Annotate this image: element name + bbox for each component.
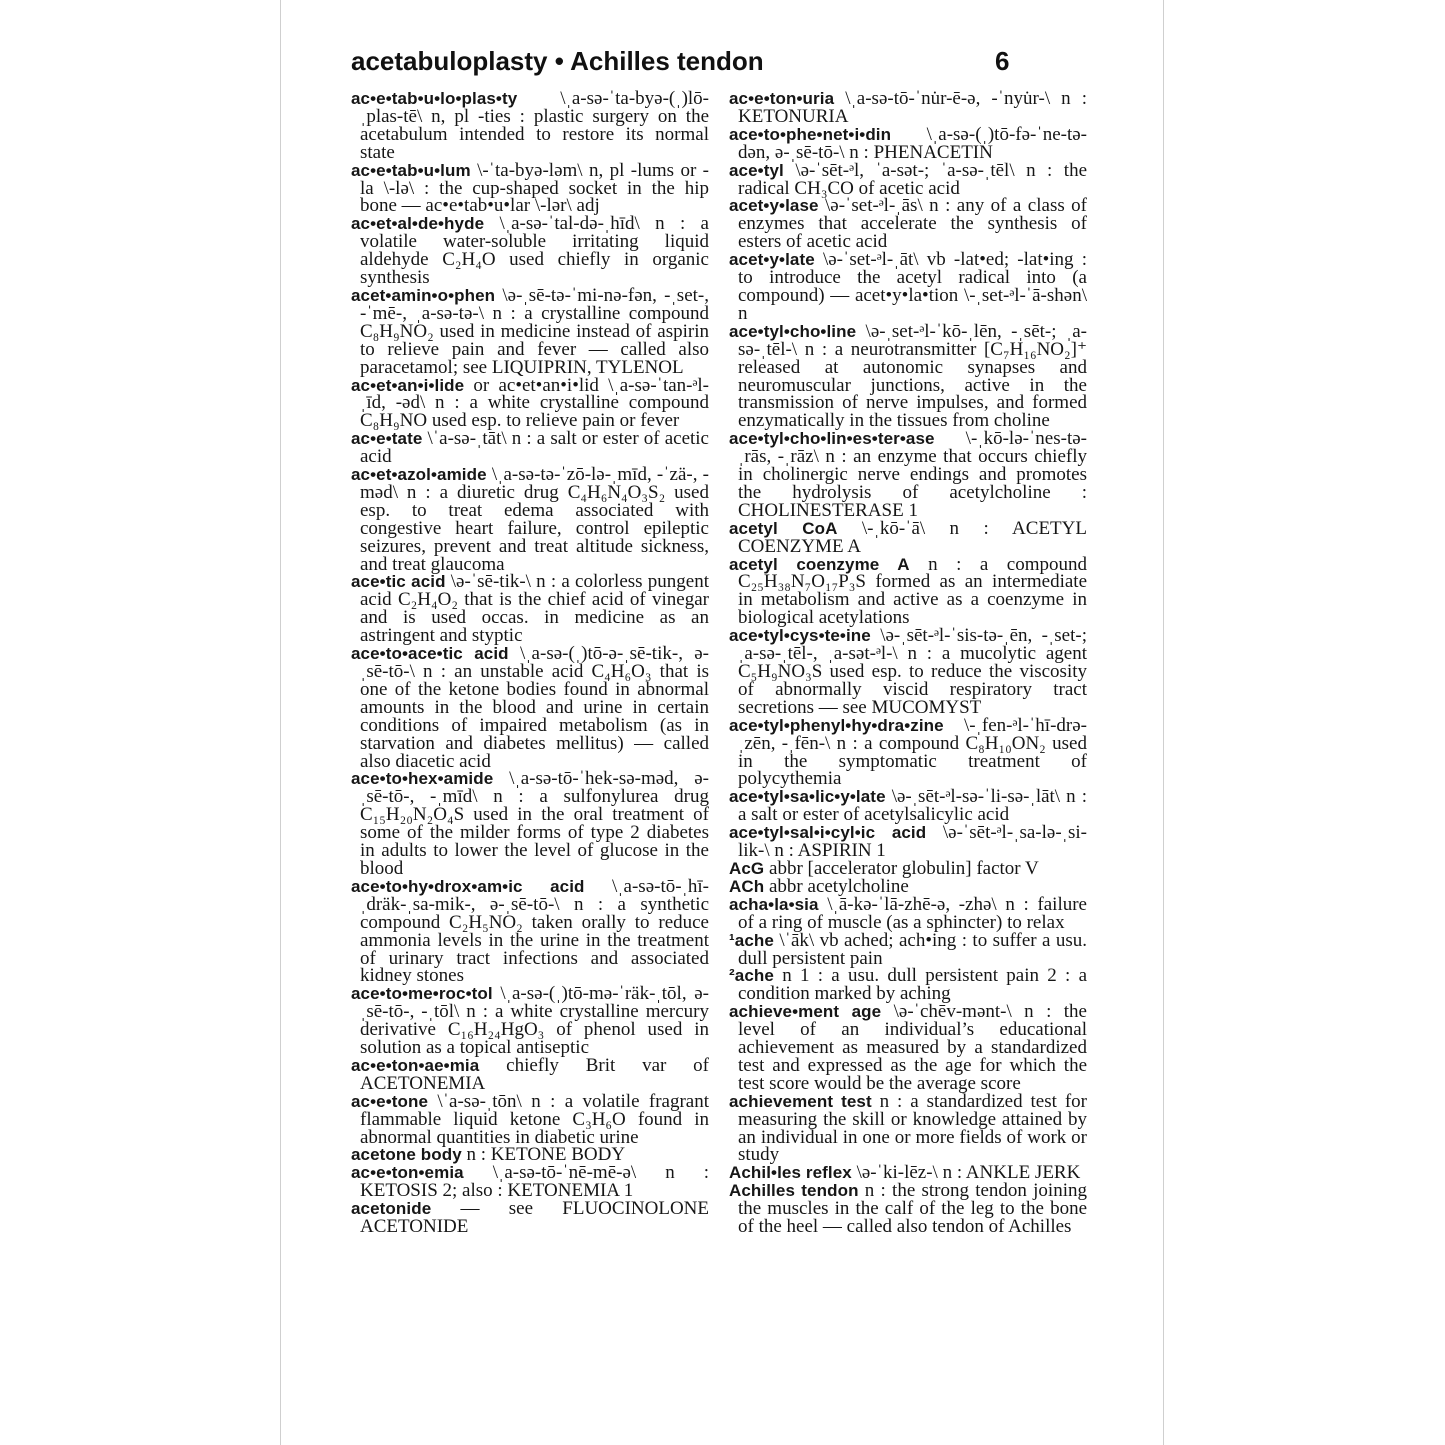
entry-headword: ace•to•ace•tic acid xyxy=(351,644,509,664)
dictionary-entry xyxy=(351,466,709,573)
dictionary-entry xyxy=(729,430,1087,520)
guide-words: acetabuloplasty • Achilles tendon xyxy=(351,46,764,76)
page-header xyxy=(351,46,1091,77)
entry-headword: ¹ache xyxy=(729,930,774,950)
entry-headword: acetonide xyxy=(351,1199,432,1219)
entry-definition: \ˌa-sə-tə-ˈzō-lə-ˌmīd, -ˈzä-, -məd\ n : a diuretic drug C₄H₆N₄O₃S₂ used esp. to treat edema associated with congestive heart failure, control epileptic seizures, prevent and treat altitude sickness, and treat glaucoma xyxy=(360,464,709,575)
entry-headword: ac•e•tab•u•lo•plas•ty xyxy=(351,89,518,108)
dictionary-entry xyxy=(729,320,1087,432)
dictionary-entry xyxy=(351,573,709,645)
dictionary-page xyxy=(280,0,1164,1445)
entry-definition: \ˌa-sə-tō-ˈhek-sə-məd, ə-ˌsē-tō-, -ˌmīd\ n : a sulfonylurea drug C₁₅H₂₀N₂O₄S used in the oral treatment of some of the milder forms of type 2 diabetes in adults to lower the level of glucose in the blood xyxy=(360,768,709,879)
entry-definition: n : the strong tendon joining the muscles in the calf of the leg to the bone of the heel — called also tendon of Achilles xyxy=(738,1180,1087,1238)
entry-definition: \ə-ˌset-ᵊl-ˈkō-ˌlēn, -ˌsēt-; ˌa-sə-ˌtēl-\ n : a neurotransmitter [C₇H₁₆NO₂]⁺ released at autonomic synapses and neuromuscular junctions, active in the transmission of nerve impulses, and formed enzymatically in the tissues from choline xyxy=(738,320,1087,432)
dictionary-entry xyxy=(729,714,1087,790)
entry-definition: n : a compound C₂₅H₃₈N₇O₁₇P₃S formed as an intermediate in metabolism and active as a coenzyme in biological acetylations xyxy=(738,553,1087,629)
entry-definition: \-ˌfen-ᵊl-ˈhī-drə-ˌzēn, -ˌfēn-\ n : a compound C₈H₁₀ON₂ used in the symptomatic treatment of polycythemia xyxy=(738,714,1087,790)
entry-definition: \ˈa-sə-ˌtāt\ n : a salt or ester of acetic acid xyxy=(360,428,709,468)
entry-definition: \ˈāk\ vb ached; ach•ing : to suffer a usu. dull persistent pain xyxy=(738,929,1087,969)
entry-definition: \ə-ˈset-ᵊl-ˌās\ n : any of a class of enzymes that accelerate the synthesis of esters of acetic acid xyxy=(738,195,1087,253)
dictionary-entry xyxy=(351,215,709,287)
entry-definition: \ə-ˈset-ᵊl-ˌāt\ vb -lat•ed; -lat•ing : to introduce the acetyl radical into (a compound) — acet•y•la•tion \-ˌset-ᵊl-ˈā-shən\ n xyxy=(738,249,1087,324)
entry-definition: \ə-ˌsē-tə-ˈmi-nə-fən, -ˌset-, -ˈmē-, ˌa-sə-tə-\ n : a crystalline compound C₈H₉NO₂ used in medicine instead of aspirin to relieve pain and fever — called also paracetamol; see LIQUIPRIN, TYLENOL xyxy=(360,284,709,378)
entry-definition: \ˌa-sə-ˈtal-də-ˌhīd\ n : a volatile water-soluble irritating liquid aldehyde C₂H₄O used chiefly in organic synthesis xyxy=(360,213,709,289)
entry-headword: achieve•ment age xyxy=(729,1002,882,1022)
entry-headword: ac•e•ton•emia xyxy=(351,1163,464,1183)
entry-headword: ace•to•hy•drox•am•ic acid xyxy=(351,876,585,896)
dictionary-entry xyxy=(351,374,709,432)
entry-headword: achievement test xyxy=(729,1091,872,1111)
dictionary-entry xyxy=(351,159,709,217)
dictionary-entry xyxy=(729,627,1087,717)
dictionary-entry xyxy=(351,1200,709,1236)
entry-definition: \ə-ˈsē-tik-\ n : a colorless pungent acid C₂H₄O₂ that is the chief acid of vinegar and is used occas. in medicine as an astringent and styptic xyxy=(360,571,709,647)
entry-headword: ac•e•tate xyxy=(351,429,423,449)
entry-definition: abbr [accelerator globulin] factor V xyxy=(764,857,1039,879)
entry-headword: ace•tyl•cho•lin•es•ter•ase xyxy=(729,429,935,449)
dictionary-entry xyxy=(729,90,1087,126)
entry-headword: acha•la•sia xyxy=(729,894,819,914)
entry-definition: abbr acetylcholine xyxy=(764,875,909,897)
dictionary-entry xyxy=(729,1090,1087,1166)
entry-headword: AcG xyxy=(729,858,765,878)
entry-headword: ac•e•tab•u•lum xyxy=(351,160,471,180)
entry-headword: ac•e•tone xyxy=(351,1091,429,1111)
dictionary-entry xyxy=(729,1003,1087,1093)
entry-definition: \ə-ˌsēt-ᵊl-sə-ˈli-sə-ˌlāt\ n : a salt or ester of acetylsalicylic acid xyxy=(738,786,1087,826)
entry-headword: ac•e•ton•uria xyxy=(729,89,835,108)
dictionary-entry xyxy=(351,1090,709,1148)
entry-definition: \ˈa-sə-ˌtōn\ n : a volatile fragrant flammable liquid ketone C₃H₆O found in abnormal quantities in diabetic urine xyxy=(360,1090,709,1148)
entry-definition: \ˌa-sə-tō-ˈnē-mē-ə\ n : KETOSIS 2; also : KETONEMIA 1 xyxy=(360,1162,709,1202)
entry-headword: acetyl coenzyme A xyxy=(729,554,910,574)
dictionary-entry xyxy=(729,197,1087,251)
entry-headword: ace•tyl•sa•lic•y•late xyxy=(729,787,886,807)
entry-headword: ace•tyl•cys•te•ine xyxy=(729,626,871,646)
entry-definition: \ˌa-sə-tō-ˌhī-ˌdräk-ˌsa-mik-, ə-ˌsē-tō-\ n : a synthetic compound C₂H₅NO₂ taken orally to reduce ammonia levels in the urine in the treatment of urinary tract infections and associated kidney stones xyxy=(360,875,709,987)
dictionary-entry xyxy=(351,90,709,162)
entry-headword: ACh xyxy=(729,876,765,896)
dictionary-entry xyxy=(729,893,1087,933)
dictionary-entry xyxy=(729,159,1087,199)
dictionary-entry xyxy=(351,430,709,466)
entry-headword: acetone body xyxy=(351,1145,462,1165)
dictionary-entry xyxy=(729,824,1087,860)
entry-headword: acetyl CoA xyxy=(729,518,838,538)
entry-definition: \ə-ˌsēt-ᵊl-ˈsis-tə-ˌēn, -ˌset-; ˌa-sə-ˌtēl-, ˌa-sət-ᵊl-\ n : a mucolytic agent C₅H₉NO₃S used esp. to reduce the viscosity of abnormally viscid respiratory tract secretions — see MUCOMYST xyxy=(738,625,1087,718)
entry-definition: \ˌa-sə-(ˌ)tō-mə-ˈräk-ˌtōl, ə-ˌsē-tō-, -ˌtōl\ n : a white crystalline mercury derivative C₁₆H₂₄HgO₃ of phenol used in solution as a topical antiseptic xyxy=(360,983,709,1059)
entry-headword: ace•tyl•sal•i•cyl•ic acid xyxy=(729,823,927,843)
entry-headword: ace•to•phe•net•i•din xyxy=(729,124,892,144)
entry-definition: \ˌā-kə-ˈlā-zhē-ə, -zhə\ n : failure of a ring of muscle (as a sphincter) to relax xyxy=(738,893,1087,933)
dictionary-entry xyxy=(729,967,1087,1003)
entry-definition: n : KETONE BODY xyxy=(461,1144,626,1166)
entry-headword: ace•to•hex•amide xyxy=(351,769,494,789)
dictionary-entry xyxy=(351,875,709,987)
left-column xyxy=(351,90,709,1236)
dictionary-entry xyxy=(351,985,709,1057)
right-column xyxy=(729,90,1087,1236)
entry-headword: ace•tyl xyxy=(729,160,784,180)
entry-headword: acet•y•lase xyxy=(729,196,819,216)
entry-definition: n 1 : a usu. dull persistent pain 2 : a condition marked by aching xyxy=(738,965,1087,1005)
entry-headword: ace•tyl•cho•line xyxy=(729,321,857,341)
entry-definition: — see FLUOCINOLONE ACETONIDE xyxy=(360,1198,709,1238)
page-number: 6 xyxy=(995,46,1010,76)
entry-definition: \-ˌkō-lə-ˈnes-tə-ˌrās, -ˌrāz\ n : an enzyme that occurs chiefly in cholinergic nerve endings and promotes the hydrolysis of acetylcholine : CHOLINESTERASE 1 xyxy=(738,428,1087,521)
dictionary-entry xyxy=(351,284,709,378)
dictionary-entry xyxy=(729,1182,1087,1236)
dictionary-entry xyxy=(729,517,1087,557)
entry-definition: \ə-ˈchēv-mənt-\ n : the level of an individual’s educational achievement as measured by a standardized test and expressed as the age for which the test score would be the average score xyxy=(738,1001,1087,1094)
entry-headword: ac•et•azol•amide xyxy=(351,465,487,485)
entry-definition: \ˌa-sə-(ˌ)tō-fə-ˈne-tə-dən, ə-ˌsē-tō-\ n : PHENACETIN xyxy=(738,123,1087,163)
dictionary-entry xyxy=(351,645,709,770)
entry-headword: ace•to•me•roc•tol xyxy=(351,984,493,1004)
entry-headword: ace•tic acid xyxy=(351,572,446,592)
entry-definition: chiefly Brit var of ACETONEMIA xyxy=(360,1054,709,1094)
entry-definition: n : a standardized test for measuring the skill or knowledge attained by an individual in one or more fields of work or study xyxy=(738,1090,1087,1166)
entry-definition: \-ˈta-byə-ləm\ n, pl -lums or -la \-lə\ : the cup-shaped socket in the hip bone — ac•e•tab•u•lar \-lər\ adj xyxy=(360,159,709,217)
entry-headword: acet•y•late xyxy=(729,250,815,270)
dictionary-entry xyxy=(729,788,1087,824)
entry-headword: Achil•les reflex xyxy=(729,1163,852,1183)
entry-definition: \ˌa-sə-tō-ˈnu̇r-ē-ə, -ˈnyu̇r-\ n : KETONURIA xyxy=(738,88,1087,127)
dictionary-entry xyxy=(729,123,1087,163)
entry-definition: \ə-ˈsēt-ᵊl-ˌsa-lə-ˌsi-lik-\ n : ASPIRIN 1 xyxy=(738,822,1087,862)
entry-headword: ²ache xyxy=(729,966,774,986)
dictionary-entry xyxy=(351,1164,709,1200)
dictionary-entry xyxy=(729,553,1087,629)
entry-headword: ac•et•an•i•lide xyxy=(351,375,465,395)
entry-headword: acet•amin•o•phen xyxy=(351,285,496,305)
dictionary-entry xyxy=(729,929,1087,969)
entry-definition: \ə-ˈki-lēz-\ n : ANKLE JERK xyxy=(851,1162,1081,1184)
dictionary-entry xyxy=(351,1054,709,1094)
entry-headword: ac•e•ton•ae•mia xyxy=(351,1055,480,1075)
entry-definition: \ˌa-sə-ˈta-byə-(ˌ)lō-ˌplas-tē\ n, pl -ties : plastic surgery on the acetabulum intended to restore its normal state xyxy=(360,88,709,163)
dictionary-entry xyxy=(351,770,709,877)
entry-headword: Achilles tendon xyxy=(729,1181,859,1201)
entry-definition: or ac•et•an•i•lid \ˌa-sə-ˈtan-ᵊl-ˌīd, -əd\ n : a white crystalline compound C₈H₉NO used esp. to relieve pain or fever xyxy=(360,374,709,432)
entry-definition: \-ˌkō-ˈā\ n : ACETYL COENZYME A xyxy=(738,517,1087,557)
entry-headword: ac•et•al•de•hyde xyxy=(351,214,485,234)
dictionary-entry xyxy=(729,251,1087,323)
entry-definition: \ə-ˈsēt-ᵊl, ˈa-sət-; ˈa-sə-ˌtēl\ n : the radical CH₃CO of acetic acid xyxy=(738,159,1087,199)
entry-headword: ace•tyl•phenyl•hy•dra•zine xyxy=(729,715,944,735)
entry-definition: \ˌa-sə-(ˌ)tō-ə-ˌsē-tik-, ə-ˌsē-tō-\ n : an unstable acid C₄H₆O₃ that is one of the ketone bodies found in abnormal amounts in the blood and urine in certain conditions of impaired metabolism (as in starvation and diabetes mellitus) — called also diacetic acid xyxy=(360,643,709,772)
